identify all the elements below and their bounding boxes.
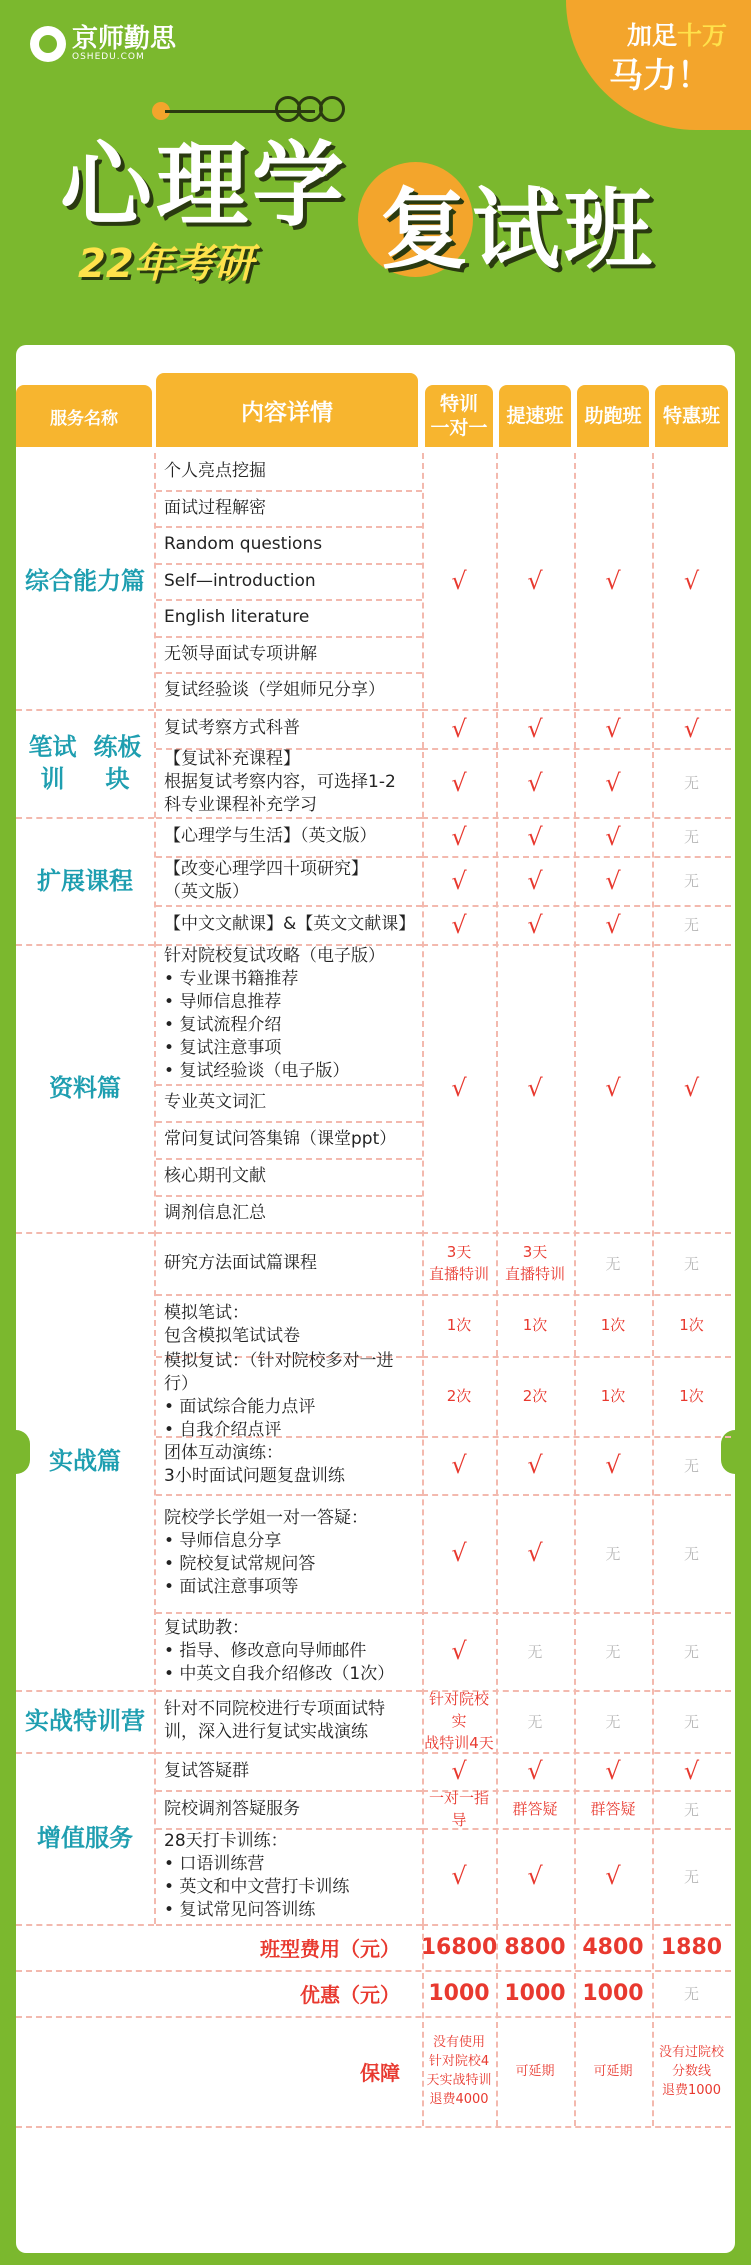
brand-name: 京师勤思 [72,24,177,54]
value-cell: 1次 [679,1387,704,1405]
value-cell: √ [451,768,467,797]
value-cell: 1次 [446,1316,472,1334]
content-row: 核心期刊文献 [164,1166,266,1186]
category-label: 扩展课程 [37,866,133,895]
column-divider [422,1924,424,2126]
header-col2: 提速班 [499,385,571,447]
logo-icon [30,26,66,62]
value-cell: √ [527,567,543,595]
value-cell: √ [451,866,467,895]
column-divider [574,453,576,1924]
content-row: Random questions [164,534,323,554]
value-cell: 无 [683,1456,699,1475]
header-col4: 特惠班 [655,385,728,447]
content-row: Self—introduction [164,570,316,591]
column-divider [574,1924,576,2126]
value-cell: √ [683,567,700,595]
value-cell: √ [451,1862,467,1890]
corner-highlight: 十万 [676,21,727,50]
value-cell: 无 [683,1254,699,1273]
value-cell: 3天 直播特训 [504,1243,565,1283]
content-row: 复试助教： • 指导、修改意向导师邮件 • 中英文自我介绍修改（1次） [164,1617,395,1684]
guarantee-value: 可延期 [515,2063,555,2079]
value-cell: 一对一指导 [428,1789,489,1829]
value-cell: 无 [683,1642,699,1661]
content-row: 【中文文献课】&【英文文献课】 [164,914,416,934]
fee-value: 16800 [420,1934,498,1960]
value-cell: 无 [683,774,699,792]
value-cell: √ [605,768,621,797]
content-row: 复试经验谈（学姐师兄分享） [164,680,385,700]
value-cell: 无 [605,1712,621,1731]
content-row: 【心理学与生活】（英文版） [164,826,377,846]
value-cell: √ [527,714,543,743]
content-row: 院校学长学姐一对一答疑： • 导师信息分享 • 院校复试常规问答 • 面试注意事项等 [164,1508,368,1597]
category-label: 增值服务 [37,1824,133,1852]
header-service: 服务名称 [16,385,152,447]
content-row: 28天打卡训练： • 口语训练营 • 英文和中文营打卡训练 • 复试常见问答训练 [164,1831,350,1920]
title-year: 22年考研 [78,241,254,287]
value-cell: √ [605,866,621,895]
content-row: 复试答疑群 [164,1760,249,1781]
value-cell: √ [451,1757,467,1785]
content-row: 常问复试问答集锦（课堂ppt） [164,1129,397,1149]
header-col1: 特训 一对一 [425,385,493,447]
content-row: 专业英文词汇 [164,1092,266,1112]
corner-slogan: 马力！ [609,56,711,96]
value-cell: √ [527,1862,543,1890]
guarantee-label: 保障 [360,2060,400,2085]
fee-label: 班型费用（元） [260,1936,400,1961]
value-cell: 2次 [522,1387,548,1405]
fee-value: 4800 [582,1934,644,1960]
value-cell: √ [527,768,543,797]
value-cell: √ [605,714,621,743]
column-divider [422,453,424,1924]
category-label: 笔试训 练板块 [28,733,142,793]
discount-label: 优惠（元） [300,1982,400,2007]
value-cell: √ [605,1451,621,1479]
value-cell: √ [605,910,621,939]
value-cell: √ [451,1637,467,1665]
title-main: 心理学 [60,132,349,239]
value-cell: 1次 [600,1316,626,1334]
value-cell: √ [527,1757,543,1785]
value-cell: √ [683,714,700,743]
content-row: 团体互动演练： 3小时面试问题复盘训练 [164,1443,345,1486]
content-row: 针对院校复试攻略（电子版） • 专业课书籍推荐 • 导师信息推荐 • 复试流程介绍 • 复试注意事项 • 复试经验谈（电子版） [164,946,385,1081]
value-cell: 无 [605,1642,621,1661]
value-cell: √ [451,1074,467,1102]
content-row: 个人亮点挖掘 [164,461,266,481]
corner-badge [566,0,751,130]
category-label: 实战特训营 [25,1707,145,1735]
content-row: 模拟复试：（针对院校多对一进行） • 面试综合能力点评 • 自我介绍点评 [164,1351,394,1440]
content-row: 针对不同院校进行专项面试特 训，深入进行复试实战演练 [164,1699,385,1742]
value-cell: √ [683,1757,700,1785]
value-cell: 3天 直播特训 [428,1243,489,1283]
category-label: 资料篇 [49,1074,121,1102]
header-col3: 助跑班 [577,385,649,447]
discount-value: 无 [683,1984,699,2003]
header-content: 内容详情 [156,373,418,447]
content-row: 面试过程解密 [164,497,266,518]
brand-url: OSHEDU.COM [72,52,145,62]
content-row: 复试考察方式科普 [164,718,300,738]
fee-value: 1880 [660,1934,723,1960]
value-cell: √ [451,910,467,939]
value-cell: 1次 [600,1387,626,1405]
value-cell: √ [605,567,621,595]
value-cell: 无 [683,1544,699,1563]
value-cell: √ [605,822,621,851]
column-divider [652,453,654,1924]
brand-logo [30,26,176,62]
value-cell: √ [451,714,467,743]
value-cell: 无 [683,916,699,934]
value-cell: √ [527,1451,543,1479]
value-cell: √ [451,567,467,595]
value-cell: 群答疑 [590,1800,636,1818]
content-row: 模拟笔试： 包含模拟笔试试卷 [164,1303,300,1346]
category-label: 实战篇 [49,1447,121,1475]
discount-value: 1000 [428,1980,490,2006]
value-cell: 1次 [679,1316,704,1334]
value-cell: 针对院校实 战特训4天 [424,1690,494,1752]
value-cell: 无 [527,1642,543,1661]
value-cell: 无 [527,1712,543,1731]
value-cell: 无 [683,828,699,846]
value-cell: √ [605,1074,621,1102]
guarantee-value: 没有使用 针对院校4 天实战特训 退费4000 [426,2035,492,2107]
value-cell: √ [605,1862,621,1890]
guarantee-value: 可延期 [593,2063,633,2079]
column-divider [496,1924,498,2126]
value-cell: 无 [683,1867,699,1886]
column-divider [154,453,156,1924]
row-divider [16,2126,731,2128]
value-cell: 无 [683,1800,699,1819]
value-cell: √ [683,1074,700,1102]
value-cell: 无 [683,1712,699,1731]
hero-banner [0,0,751,345]
value-cell: √ [527,822,543,851]
content-row: 研究方法面试篇课程 [164,1252,317,1273]
guarantee-value: 没有过院校 分数线 退费1000 [658,2044,724,2098]
value-cell: 无 [683,872,699,890]
content-row: 【复试补充课程】 根据复试考察内容，可选择1-2 科专业课程补充学习 [164,749,396,815]
title-sub: 复试班 [380,178,657,281]
value-cell: √ [451,1451,467,1479]
value-cell: √ [527,1539,543,1567]
value-cell: √ [605,1757,621,1785]
content-row: 无领导面试专项讲解 [164,643,317,664]
content-row: 【改变心理学四十项研究】 （英文版） [164,858,368,902]
content-row: 院校调剂答疑服务 [164,1798,300,1819]
discount-value: 1000 [582,1980,644,2006]
value-cell: √ [451,1539,467,1567]
column-divider [496,453,498,1924]
value-cell: 2次 [446,1387,472,1405]
comparison-table [16,345,735,2253]
content-row: 调剂信息汇总 [164,1203,266,1223]
fee-value: 8800 [504,1934,566,1960]
value-cell: 群答疑 [512,1800,558,1818]
value-cell: 无 [605,1544,621,1563]
value-cell: √ [527,910,543,939]
value-cell: √ [527,866,543,895]
value-cell: 无 [605,1254,621,1273]
discount-value: 1000 [504,1980,566,2006]
column-divider [652,1924,654,2126]
category-label: 综合能力篇 [25,567,145,595]
content-row: English literature [164,607,310,627]
value-cell: 1次 [522,1316,548,1334]
value-cell: √ [527,1074,543,1102]
value-cell: √ [451,822,467,851]
corner-prefix: 加足 [626,21,677,50]
